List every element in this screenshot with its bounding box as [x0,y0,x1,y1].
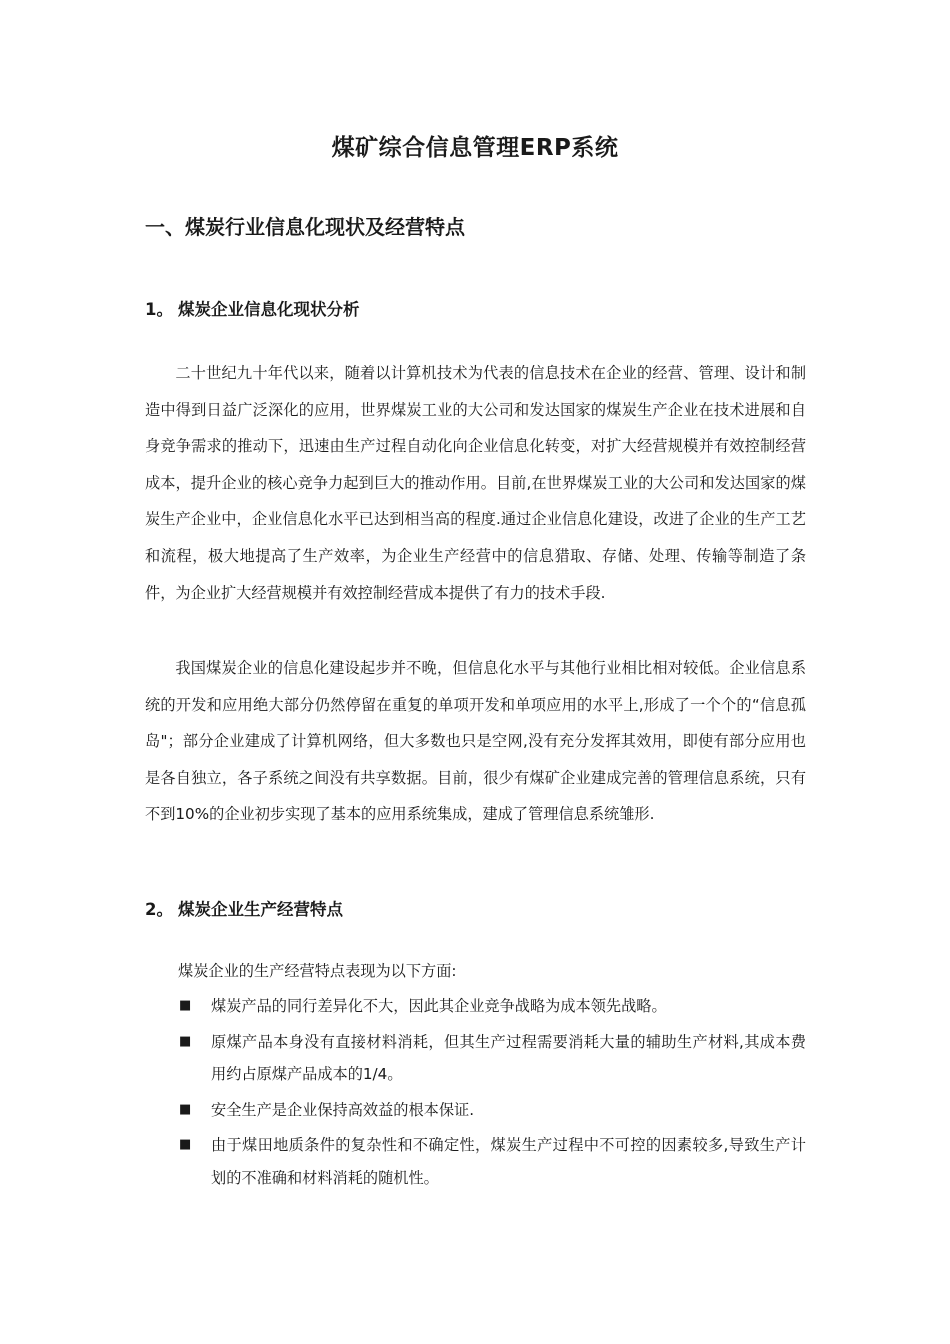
subsection-heading-2 [145,897,343,923]
subsection-number: 1。 [145,300,173,319]
list-item [145,1129,806,1194]
subsection-title: 煤炭企业生产经营特点 [178,900,343,919]
list-item [145,990,806,1023]
list-item-text: 原煤产品本身没有直接材料消耗，但其生产过程需要消耗大量的辅助生产材料,其成本费用约占原煤产品成本的1/4。 [211,1032,806,1083]
square-bullet-icon: ■ [179,1137,192,1152]
subsection-title: 煤炭企业信息化现状分析 [178,300,360,319]
square-bullet-icon: ■ [179,1033,192,1049]
list-intro: 煤炭企业的生产经营特点表现为以下方面: [178,962,457,980]
subsection-number: 2。 [145,900,173,919]
paragraph: 我国煤炭企业的信息化建设起步并不晚，但信息化水平与其他行业相比相对较低。企业信息系统的开发和应用绝大部分仍然停留在重复的单项开发和单项应用的水平上,形成了一个个的“信息孤岛"；部分企业建成了计算机网络，但大多数也只是空网,没有充分发挥其效用，即使有部分应用也是各自独立，各子系统之间没有共享数据。目前，很少有煤矿企业建成完善的管理信息系统，只有不到10%的企业初步实现了基本的应用系统集成，建成了管理信息系统雏形. [145,659,806,824]
square-bullet-icon: ■ [179,998,192,1013]
list-item-text: 煤炭产品的同行差异化不大，因此其企业竞争战略为成本领先战略。 [211,997,667,1015]
subsection-heading-1 [145,297,360,323]
list-item [145,1026,806,1091]
paragraph: 二十世纪九十年代以来，随着以计算机技术为代表的信息技术在企业的经营、管理、设计和制造中得到日益广泛深化的应用，世界煤炭工业的大公司和发达国家的煤炭生产企业在技术进展和自身竞争需求的推动下，迅速由生产过程自动化向企业信息化转变，对扩大经营规模并有效控制经营成本，提升企业的核心竞争力起到巨大的推动作用。目前,在世界煤炭工业的大公司和发达国家的煤炭生产企业中，企业信息化水平已达到相当高的程度.通过企业信息化建设，改进了企业的生产工艺和流程，极大地提高了生产效率，为企业生产经营中的信息猎取、存储、处理、传输等制造了条件，为企业扩大经营规模并有效控制经营成本提供了有力的技术手段. [145,364,806,602]
square-bullet-icon: ■ [179,1101,192,1117]
list-item [145,1094,806,1127]
list-item-text: 安全生产是企业保持高效益的根本保证. [211,1100,475,1119]
section-heading: 一、煤炭行业信息化现状及经营特点 [145,215,465,239]
list-item-text: 由于煤田地质条件的复杂性和不确定性，煤炭生产过程中不可控的因素较多,导致生产计划的不准确和材料消耗的随机性。 [211,1136,806,1187]
feature-list [145,990,806,1197]
document-title: 煤矿综合信息管理ERP系统 [331,135,619,161]
